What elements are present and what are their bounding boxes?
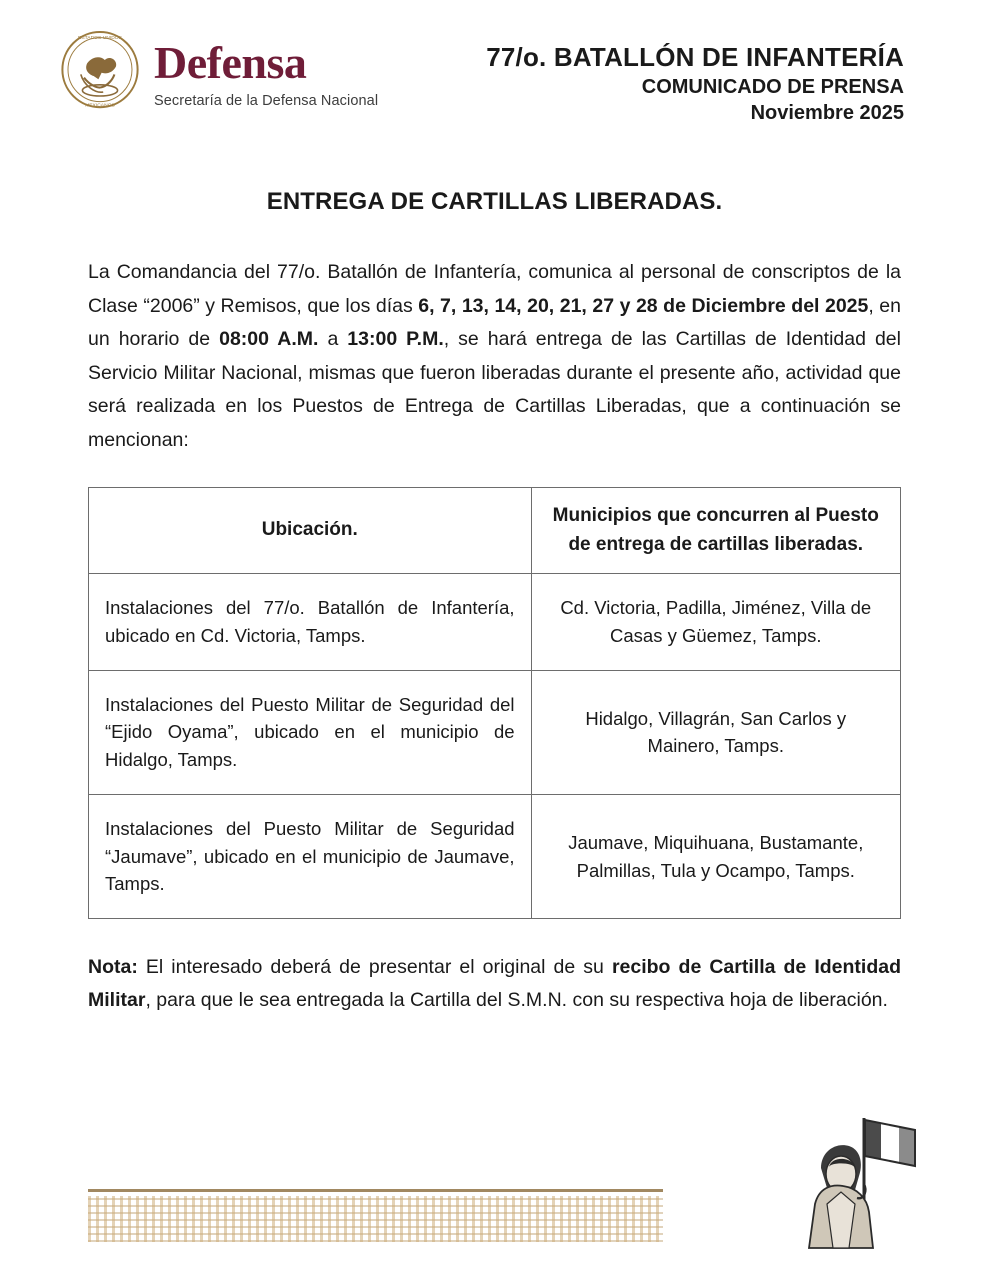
table-row <box>89 794 901 918</box>
brand-text <box>154 36 378 109</box>
svg-text:ESTADOS UNIDOS: ESTADOS UNIDOS <box>78 36 122 42</box>
intro-text-4: , se hará entrega de las Cartillas de Identidad del Servicio Militar Nacional, mismas que fueron liberadas durante el presente año, actividad que será realizada en los Puestos de Entrega de Cartillas Liberadas, que a continuación se mencionan: <box>88 328 901 451</box>
greca-ornament-icon <box>88 1196 663 1242</box>
document-type: COMUNICADO DE PRENSA <box>641 76 904 98</box>
page-title: ENTREGA DE CARTILLAS LIBERADAS. <box>266 188 723 215</box>
mexican-coat-of-arms-icon <box>60 28 140 116</box>
intro-time-end: 13:00 P.M. <box>347 328 444 351</box>
nota-paragraph <box>88 951 901 1017</box>
unit-name: 77/o. BATALLÓN DE INFANTERÍA <box>486 42 904 72</box>
brand-subtitle: Secretaría de la Defensa Nacional <box>154 92 379 109</box>
cell-ubicacion: Instalaciones del Puesto Militar de Seguridad “Jaumave”, ubicado en el municipio de Jaumave, Tamps. <box>89 794 532 918</box>
header-right-block <box>378 28 949 125</box>
table-row <box>89 670 901 794</box>
column-header-ubicacion: Ubicación. <box>89 488 532 574</box>
cell-municipios: Jaumave, Miquihuana, Bustamante, Palmillas, Tula y Ocampo, Tamps. <box>531 794 900 918</box>
cell-ubicacion: Instalaciones del Puesto Militar de Seguridad del “Ejido Oyama”, ubicado en el municipio de Hidalgo, Tamps. <box>89 670 532 794</box>
intro-time-start: 08:00 A.M. <box>219 328 319 351</box>
cell-ubicacion: Instalaciones del 77/o. Batallón de Infantería, ubicado en Cd. Victoria, Tamps. <box>89 574 532 671</box>
document-header <box>0 0 989 124</box>
publication-date: Noviembre 2025 <box>750 102 904 124</box>
footer-divider <box>88 1189 663 1192</box>
document-footer <box>0 1110 989 1280</box>
table-row <box>89 574 901 671</box>
column-header-municipios: Municipios que concurren al Puesto de entrega de cartillas liberadas. <box>531 488 900 574</box>
brand-title: Defensa <box>154 36 307 88</box>
nota-highlight: recibo de Cartilla de Identidad Militar <box>88 956 901 1012</box>
nota-text-1: El interesado deberá de presentar el original de su <box>137 956 612 979</box>
brand-block <box>60 28 378 116</box>
intro-paragraph <box>88 256 901 457</box>
cell-municipios: Cd. Victoria, Padilla, Jiménez, Villa de Casas y Güemez, Tamps. <box>531 574 900 671</box>
soldadera-flag-icon <box>769 1112 919 1252</box>
svg-text:MEXICANOS: MEXICANOS <box>85 103 115 109</box>
cell-municipios: Hidalgo, Villagrán, San Carlos y Mainero, Tamps. <box>531 670 900 794</box>
intro-text-2: , en un horario de <box>88 294 901 351</box>
intro-dates: 6, 7, 13, 14, 20, 21, 27 y 28 de Diciembre del 2025 <box>418 294 869 317</box>
table-header-row <box>89 488 901 574</box>
delivery-points-table <box>88 487 901 919</box>
nota-label: Nota: <box>88 956 138 979</box>
intro-text-3: a <box>318 328 348 351</box>
document-body <box>0 256 989 1017</box>
nota-text-2: , para que le sea entregada la Cartilla del S.M.N. con su respectiva hoja de liberación. <box>145 989 888 1012</box>
intro-text-1: La Comandancia del 77/o. Batallón de Infantería, comunica al personal de conscriptos de la Clase “2006” y Remisos, que los días <box>88 261 901 317</box>
